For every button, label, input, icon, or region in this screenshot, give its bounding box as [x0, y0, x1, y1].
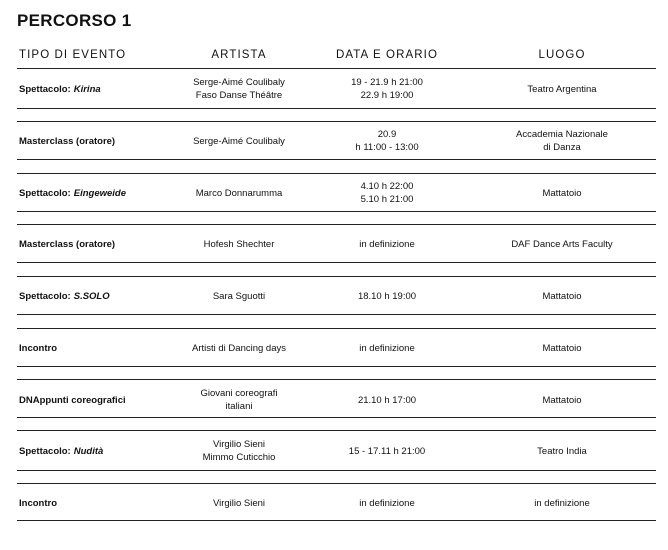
date-cell	[307, 431, 467, 471]
artist-cell	[159, 173, 319, 213]
date-cell-line: in definizione	[359, 342, 415, 354]
place-cell-line: di Danza	[543, 142, 581, 153]
event-title: S.SOLO	[73, 290, 110, 302]
column-header-luogo: LUOGO	[538, 49, 586, 61]
artist-cell-line: italiani	[225, 401, 253, 412]
table-row	[17, 483, 656, 523]
event-type	[19, 431, 179, 471]
artist-cell-line: Hofesh Shechter	[203, 238, 275, 250]
table-row	[17, 431, 656, 471]
artist-cell-line: Marco Donnarumma	[195, 187, 283, 199]
place-cell	[482, 173, 642, 213]
page-title: PERCORSO 1	[17, 11, 132, 30]
column-header-data: DATA E ORARIO	[335, 49, 439, 61]
place-cell	[482, 69, 642, 109]
table-row	[17, 173, 656, 213]
event-type-label: Spettacolo:	[19, 187, 71, 199]
event-type	[19, 121, 179, 161]
artist-cell	[159, 483, 319, 523]
date-cell-line: 15 - 17.11 h 21:00	[348, 445, 426, 457]
date-cell-line: h 11:00 - 13:00	[355, 142, 419, 153]
date-cell	[307, 276, 467, 316]
event-type-label: DNAppunti coreografici	[19, 394, 126, 406]
date-cell-line: 18.10 h 19:00	[357, 290, 417, 302]
artist-cell-line: Virgilio Sieni	[212, 497, 266, 509]
event-type	[19, 328, 179, 368]
event-type-label: Spettacolo:	[19, 83, 71, 95]
date-cell-line: in definizione	[359, 238, 415, 250]
event-type	[19, 224, 179, 264]
artist-cell	[159, 224, 319, 264]
date-cell	[307, 69, 467, 109]
date-cell	[307, 121, 467, 161]
event-type	[19, 173, 179, 213]
event-type	[19, 483, 179, 523]
place-cell-line: DAF Dance Arts Faculty	[511, 238, 613, 250]
place-cell-line: Mattatoio	[542, 290, 582, 302]
date-cell	[307, 380, 467, 420]
date-cell	[307, 224, 467, 264]
table-row	[17, 380, 656, 420]
date-cell	[307, 173, 467, 213]
place-cell	[482, 431, 642, 471]
date-cell-line: 19 - 21.9 h 21:00	[351, 77, 423, 88]
date-cell-line: 21.10 h 17:00	[357, 394, 417, 406]
event-type	[19, 276, 179, 316]
artist-cell	[159, 121, 319, 161]
artist-cell-line: Giovani coreografi	[200, 388, 278, 399]
date-cell	[307, 328, 467, 368]
artist-cell-line: Faso Danse Théâtre	[195, 90, 283, 101]
date-cell-line: 4.10 h 22:00	[360, 181, 414, 192]
artist-cell	[159, 328, 319, 368]
event-type	[19, 380, 179, 420]
column-header-artista: ARTISTA	[211, 49, 267, 61]
event-title: Nudità	[73, 445, 104, 457]
table-row	[17, 328, 656, 368]
event-type-label: Masterclass (oratore)	[19, 135, 116, 147]
event-type-label: Spettacolo:	[19, 290, 71, 302]
table-row	[17, 69, 656, 109]
event-type-label: Masterclass (oratore)	[19, 238, 116, 250]
date-cell	[307, 483, 467, 523]
date-cell-line: 20.9	[377, 129, 397, 140]
place-cell	[482, 276, 642, 316]
place-cell-line: Teatro India	[537, 445, 587, 457]
place-cell	[482, 380, 642, 420]
place-cell-line: in definizione	[534, 497, 590, 509]
artist-cell-line: Mimmo Cuticchio	[202, 452, 276, 463]
table-row	[17, 121, 656, 161]
event-type-label: Spettacolo:	[19, 445, 71, 457]
artist-cell-line: Serge-Aimé Coulibaly	[193, 77, 285, 88]
place-cell-line: Teatro Argentina	[527, 83, 597, 95]
table-row	[17, 224, 656, 264]
date-cell-line: in definizione	[359, 497, 415, 509]
artist-cell-line: Virgilio Sieni	[212, 439, 266, 450]
place-cell	[482, 328, 642, 368]
table-row	[17, 276, 656, 316]
table-header	[17, 49, 656, 65]
event-type	[19, 69, 179, 109]
place-cell	[482, 224, 642, 264]
place-cell-line: Mattatoio	[542, 187, 582, 199]
event-title: Kirina	[73, 83, 101, 95]
artist-cell-line: Artisti di Dancing days	[192, 342, 286, 354]
place-cell	[482, 483, 642, 523]
event-type-label: Incontro	[19, 342, 57, 354]
artist-cell	[159, 276, 319, 316]
artist-cell	[159, 380, 319, 420]
place-cell-line: Mattatoio	[542, 394, 582, 406]
place-cell-line: Accademia Nazionale	[516, 129, 608, 140]
column-header-tipo: TIPO DI EVENTO	[19, 49, 127, 61]
event-title: Eingeweide	[73, 187, 126, 199]
artist-cell	[159, 69, 319, 109]
date-cell-line: 5.10 h 21:00	[360, 194, 414, 205]
place-cell	[482, 121, 642, 161]
event-type-label: Incontro	[19, 497, 57, 509]
place-cell-line: Mattatoio	[542, 342, 582, 354]
artist-cell-line: Serge-Aimé Coulibaly	[193, 135, 285, 147]
artist-cell-line: Sara Sguotti	[212, 290, 266, 302]
artist-cell	[159, 431, 319, 471]
date-cell-line: 22.9 h 19:00	[360, 90, 414, 101]
